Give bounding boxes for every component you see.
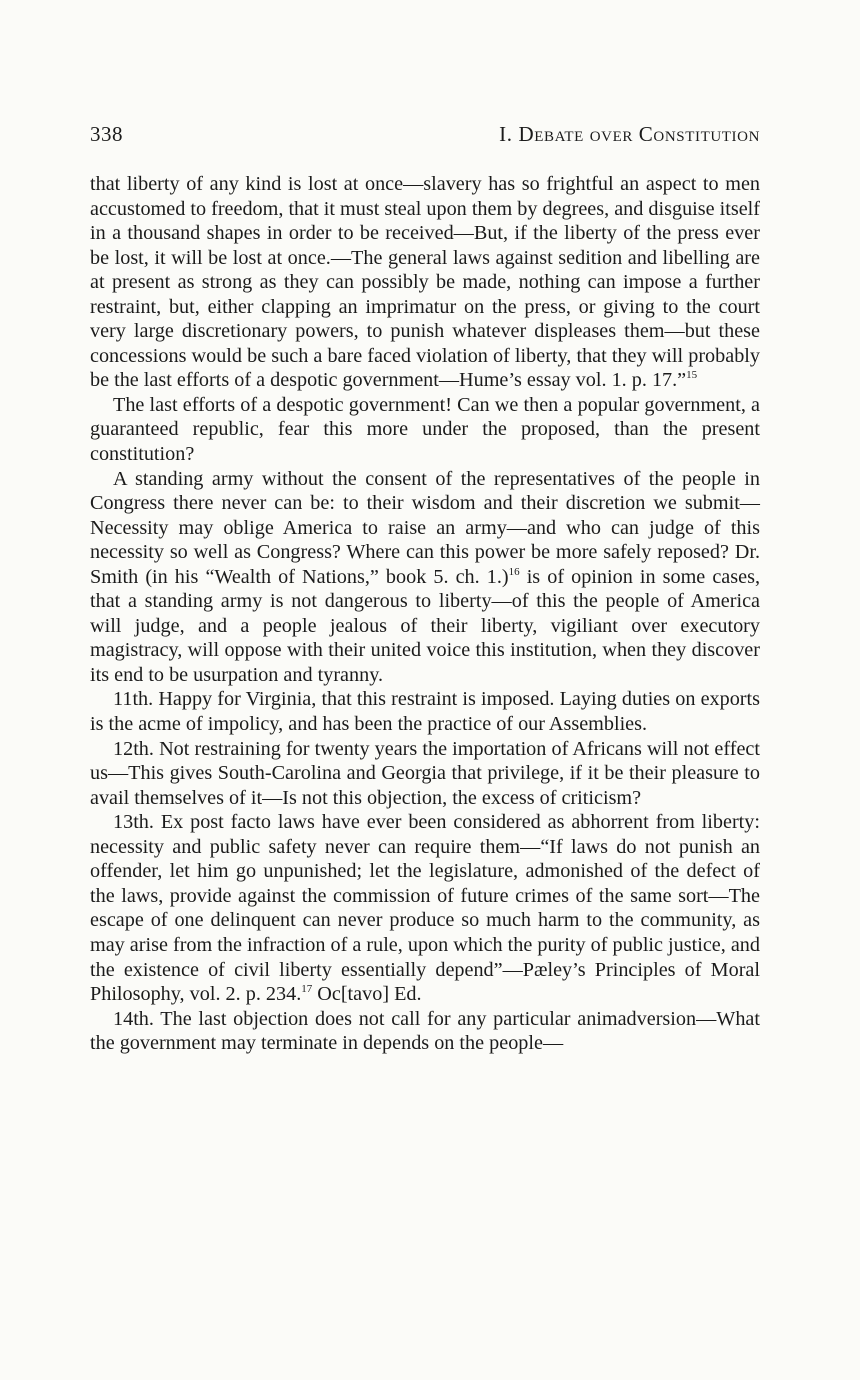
- paragraph-3: [90, 467, 760, 688]
- paragraph-7: [90, 1007, 760, 1056]
- running-head: I. Debate over Constitution: [499, 122, 760, 146]
- footnote-ref-17: 17: [301, 983, 313, 996]
- paragraph-text: Oc[tavo] Ed.: [312, 983, 422, 1006]
- paragraph-6: [90, 810, 760, 1006]
- paragraph-2: [90, 393, 760, 467]
- paragraph-text: 14th. The last objection does not call for any particular animadversion—What the government may terminate in depends on the people—: [90, 1007, 760, 1055]
- footnote-ref-16: 16: [508, 565, 520, 578]
- body-text: [90, 172, 760, 1056]
- page-header: [90, 122, 760, 150]
- paragraph-text: 12th. Not restraining for twenty years the importation of Africans will not effect us—This gives South-Carolina and Georgia that privilege, if it be their pleasure to avail themselves of it—Is not this objection, the excess of criticism?: [90, 737, 760, 809]
- paragraph-text: A standing army without the consent of the representatives of the people in Congress there never can be: to their wisdom and their discretion we submit—Necessity may oblige America to raise an army—and who can judge of this necessity so well as Congress? Where can this power be more safely reposed? Dr. Smith (in his “Wealth of Nations,” book 5. ch. 1.): [90, 467, 760, 588]
- footnote-ref-15: 15: [686, 369, 698, 382]
- paragraph-4: [90, 687, 760, 736]
- paragraph-text: 13th. Ex post facto laws have ever been considered as abhorrent from liberty: necessity and public safety never can require them—“If laws do not punish an offender, let him go unpunished; let the legislature, admonished of the defect of the laws, provide against the commission of future crimes of the same sort—The escape of one delinquent can never produce so much harm to the community, as may arise from the infraction of a rule, upon which the purity of public justice, and the existence of civil liberty essentially depend”—Pæley’s Principles of Moral Philosophy, vol. 2. p. 234.: [90, 811, 760, 1006]
- paragraph-5: [90, 737, 760, 811]
- paragraph-text: is of opinion in some cases, that a standing army is not dangerous to liberty—of this the people of America will judge, and a people jealous of their liberty, vigiliant over executory magistracy, will oppose with their united voice this institution, when they discover its end to be usurpation and tyranny.: [90, 565, 760, 686]
- paragraph-text: The last efforts of a despotic government! Can we then a popular government, a guaranteed republic, fear this more under the proposed, than the present constitution?: [90, 393, 760, 466]
- page-number: 338: [90, 122, 123, 146]
- paragraph-text: 11th. Happy for Virginia, that this restraint is imposed. Laying duties on exports is the acme of impolicy, and has been the practice of our Assemblies.: [90, 688, 760, 736]
- paragraph-text: that liberty of any kind is lost at once—slavery has so frightful an aspect to men accustomed to freedom, that it must steal upon them by degrees, and disguise itself in a thousand shapes in order to be received—But, if the liberty of the press ever be lost, it will be lost at once.—The general laws against sedition and libelling are at present as strong as they can possibly be made, nothing can impose a further restraint, but, either clapping an imprimatur on the press, or giving to the court very large discretionary powers, to punish whatever displeases them—but these concessions would be such a bare faced violation of liberty, that they will probably be the last efforts of a despotic government—Hume’s essay vol. 1. p. 17.”: [90, 173, 760, 392]
- paragraph-1: [90, 172, 760, 393]
